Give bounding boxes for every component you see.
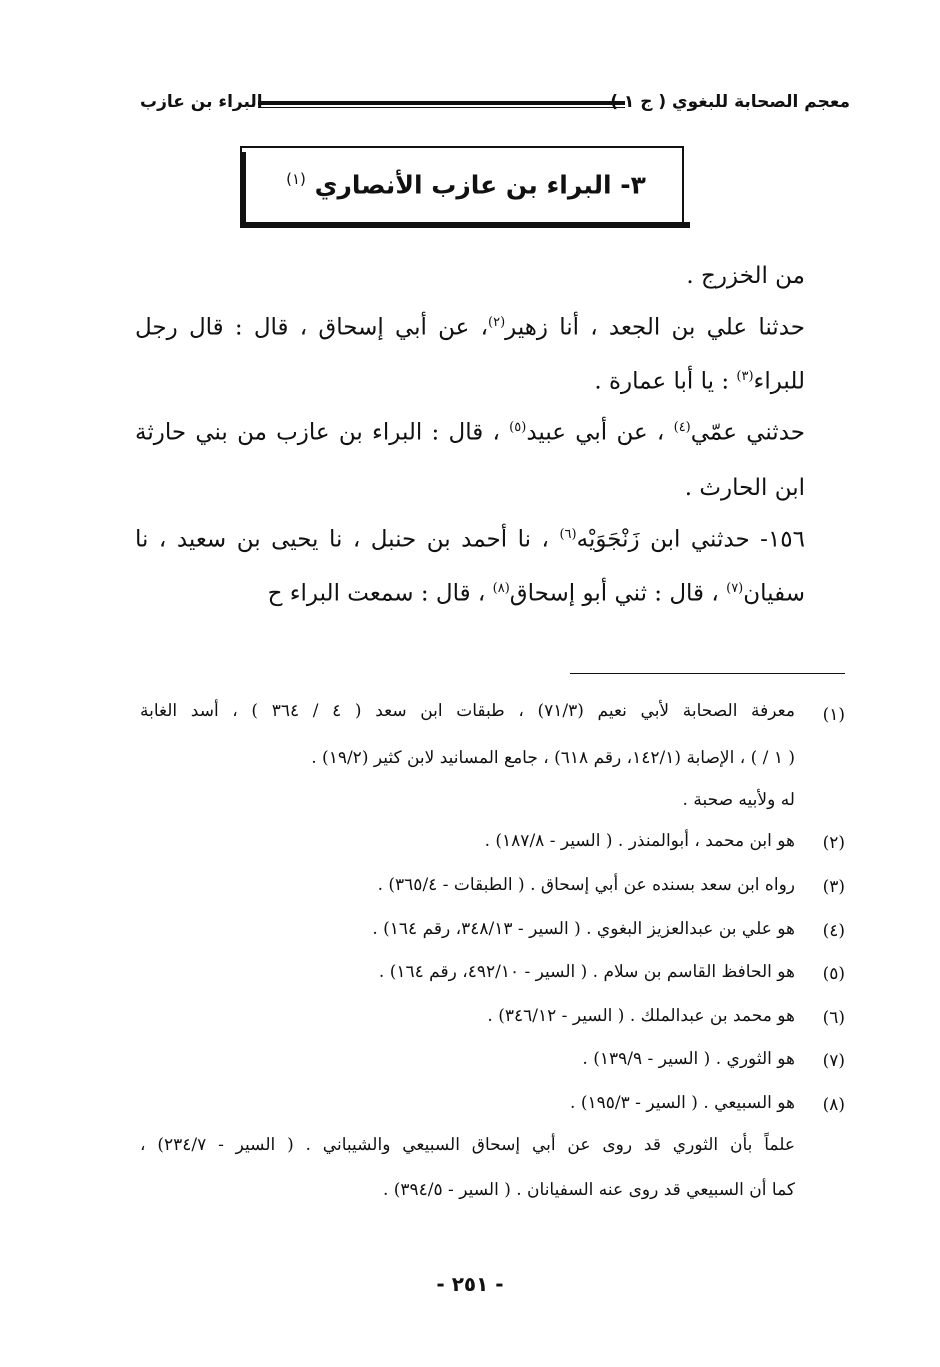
entry-title <box>246 170 686 199</box>
footnote-8-continuation-2: كما أن السبيعي قد روى عنه السفيانان . ( السير - ٣٩٤/٥) . <box>382 1180 795 1200</box>
body-line-5: ابن الحارث . <box>684 475 805 501</box>
footnote-3: رواه ابن سعد بسنده عن أبي إسحاق . ( الطبقات - ٣٦٥/٤) . <box>377 875 795 895</box>
body-text: ، قال : سمعت البراء ح <box>267 580 493 607</box>
body-text: ، قال : البراء بن عازب من بني حارثة <box>135 419 510 446</box>
body-line-1: من الخزرج . <box>686 263 805 289</box>
footnote-8: هو السبيعي . ( السير - ١٩٥/٣) . <box>570 1093 795 1113</box>
footnote-number: (٦) <box>822 1008 845 1028</box>
body-text: سفيان <box>743 580 805 607</box>
body-text: ١٥٦- حدثني ابن زَنْجَوَيْه <box>576 526 805 553</box>
header-rule-thin <box>258 107 625 108</box>
footnote-6: هو محمد بن عبدالملك . ( السير - ٣٤٦/١٢) . <box>487 1006 795 1026</box>
body-line-7 <box>268 582 805 606</box>
footnote-marker: (٦) <box>559 527 577 542</box>
footnote-marker: (٥) <box>509 420 527 435</box>
footnote-2: هو ابن محمد ، أبوالمنذر . ( السير - ١٨٧/٨) . <box>484 831 795 851</box>
body-text: : يا أبا عمارة . <box>594 368 737 395</box>
body-line-3 <box>594 370 805 394</box>
footnote-marker: (٤) <box>673 420 691 435</box>
footnote-number: (٢) <box>822 833 845 853</box>
body-text: ، قال : ثني أبو إسحاق <box>509 580 727 607</box>
footnote-7: هو الثوري . ( السير - ١٣٩/٩) . <box>582 1049 795 1069</box>
footnote-marker: (٣) <box>736 369 754 384</box>
page-number: - ٢٥١ - <box>436 1272 504 1296</box>
entry-title-text: ٣- البراء بن عازب الأنصاري <box>314 170 646 200</box>
footnote-marker: (٧) <box>726 581 744 596</box>
title-footnote-marker: (١) <box>286 170 306 188</box>
body-line-4 <box>135 421 805 445</box>
body-text: ، نا أحمد بن حنبل ، نا يحيى بن سعيد ، نا <box>135 526 560 553</box>
footnote-number: (٧) <box>822 1051 845 1071</box>
body-text: ، عن أبي عبيد <box>526 419 674 446</box>
body-text: حدثني عمّي <box>690 419 805 446</box>
running-header <box>140 92 850 120</box>
footnote-8-continuation-1: علماً بأن الثوري قد روى عن أبي إسحاق السبيعي والشيباني . ( السير - ٢٣٤/٧) ، <box>140 1135 795 1155</box>
footnote-5: هو الحافظ القاسم بن سلام . ( السير - ٤٩٢/١٠، رقم ١٦٤) . <box>378 962 795 982</box>
footnote-number: (٤) <box>822 921 845 941</box>
footnote-marker: (٢) <box>488 315 506 330</box>
footnote-number: (٣) <box>822 877 845 897</box>
section-title: البراء بن عازب <box>140 92 263 112</box>
body-text: ، عن أبي إسحاق ، قال : قال رجل <box>135 314 489 341</box>
footnote-1-line-2: ( ١ / ) ، الإصابة (١٤٢/١، رقم ٦١٨) ، جامع المسانيد لابن كثير (١٩/٢) . <box>311 748 795 768</box>
header-rule <box>258 101 625 105</box>
footnote-divider <box>570 673 845 674</box>
body-text: حدثنا علي بن الجعد ، أنا زهير <box>505 314 805 341</box>
book-title: معجم الصحابة للبغوي ( ج ١ ) <box>610 92 850 112</box>
footnote-4: هو علي بن عبدالعزيز البغوي . ( السير - ٣٤٨/١٣، رقم ١٦٤) . <box>372 919 795 939</box>
footnote-1-line-1: معرفة الصحابة لأبي نعيم (٧١/٣) ، طبقات ابن سعد ( ٤ / ٣٦٤ ) ، أسد الغابة <box>140 701 795 721</box>
entry-title-box <box>240 146 692 236</box>
body-line-2 <box>135 316 805 340</box>
body-text: للبراء <box>753 368 805 395</box>
footnote-marker: (٨) <box>492 581 510 596</box>
footnote-number: (٥) <box>822 964 845 984</box>
footnote-number: (٨) <box>822 1095 845 1115</box>
body-line-6 <box>135 528 805 552</box>
footnote-number: (١) <box>822 705 845 725</box>
footnote-1-line-3: له ولأبيه صحبة . <box>682 790 795 810</box>
